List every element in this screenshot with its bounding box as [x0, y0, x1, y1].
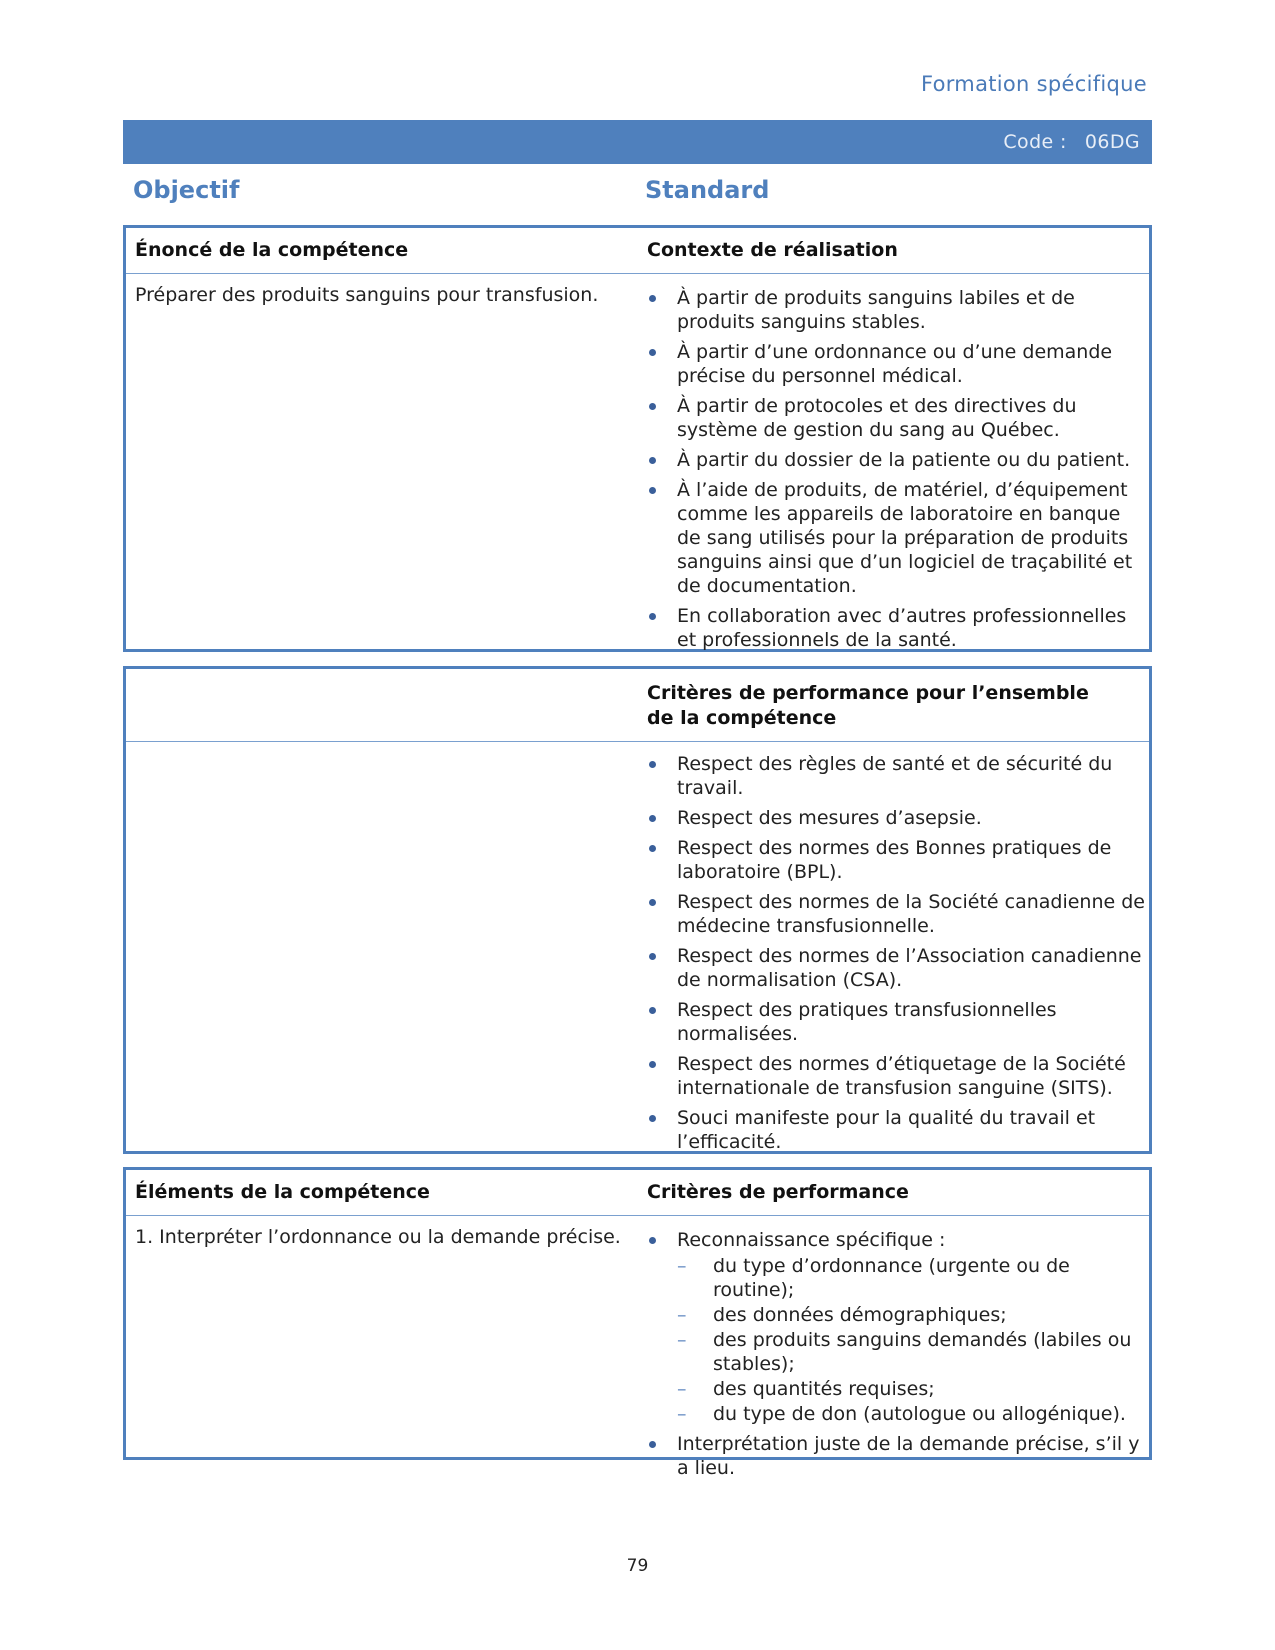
- overall-criteria-table: [123, 666, 1152, 1154]
- criteria-list: [647, 752, 1147, 1160]
- bullet-icon: [649, 349, 656, 356]
- dash-icon: –: [677, 1329, 687, 1351]
- standard-heading: Standard: [645, 176, 770, 204]
- bullet-icon: [649, 403, 656, 410]
- contexte-header: Contexte de réalisation: [647, 239, 898, 261]
- bullet-icon: [649, 815, 656, 822]
- bullet-icon: [649, 457, 656, 464]
- bullet-icon: [649, 1007, 656, 1014]
- dash-icon: –: [677, 1255, 687, 1277]
- list-item: À partir du dossier de la patiente ou du patient.: [647, 448, 1147, 472]
- bullet-icon: [649, 1115, 656, 1122]
- list-item: Respect des normes des Bonnes pratiques de laboratoire (BPL).: [647, 836, 1147, 884]
- page-number: 79: [626, 1556, 649, 1576]
- table-header: [126, 1170, 1149, 1216]
- bullet-icon: [649, 845, 656, 852]
- bullet-icon: [649, 1061, 656, 1068]
- list-item: Respect des normes d’étiquetage de la Société internationale de transfusion sanguine (SITS).: [647, 1052, 1147, 1100]
- column-headings: [123, 176, 1152, 212]
- bullet-icon: [649, 953, 656, 960]
- table-header: [126, 669, 1149, 742]
- list-item: Respect des normes de la Société canadienne de médecine transfusionnelle.: [647, 890, 1147, 938]
- context-list: [647, 286, 1147, 658]
- code-bar: [123, 120, 1152, 164]
- sub-list-item: – du type d’ordonnance (urgente ou de routine);: [677, 1255, 1070, 1301]
- enonce-header: Énoncé de la compétence: [135, 239, 409, 261]
- competence-context-table: [123, 225, 1152, 652]
- list-item: Respect des pratiques transfusionnelles normalisées.: [647, 998, 1147, 1046]
- bullet-icon: [649, 487, 656, 494]
- dash-icon: –: [677, 1403, 687, 1425]
- sub-list-item: – du type de don (autologue ou allogénique).: [677, 1403, 1126, 1425]
- elements-criteria-table: [123, 1167, 1152, 1479]
- bullet-icon: [649, 295, 656, 302]
- list-item: Souci manifeste pour la qualité du travail et l’efficacité.: [647, 1106, 1147, 1154]
- list-item: Reconnaissance spécifique : – du type d’ordonnance (urgente ou de routine); – des données démographiques; – des produits sanguins demandés (labiles ou stables); – des quantités requises; – du type de don (autologue ou allogénique).: [647, 1228, 1157, 1426]
- dash-icon: –: [677, 1378, 687, 1400]
- sub-list-item: – des produits sanguins demandés (labiles ou stables);: [677, 1329, 1132, 1375]
- code-label: Code :: [1003, 131, 1067, 153]
- running-title: Formation spécifique: [920, 72, 1147, 96]
- competence-element: 1. Interpréter l’ordonnance ou la demande précise.: [135, 1226, 621, 1248]
- bullet-icon: [649, 899, 656, 906]
- objectif-heading: Objectif: [133, 176, 240, 204]
- list-item: En collaboration avec d’autres professionnelles et professionnels de la santé.: [647, 604, 1147, 652]
- bullet-icon: [649, 761, 656, 768]
- competence-statement: Préparer des produits sanguins pour transfusion.: [135, 284, 599, 306]
- list-item: Interprétation juste de la demande précise, s’il y a lieu.: [647, 1432, 1157, 1480]
- bullet-icon: [649, 1441, 656, 1448]
- dash-icon: –: [677, 1304, 687, 1326]
- bullet-icon: [649, 613, 656, 620]
- sub-list-item: – des données démographiques;: [677, 1304, 1007, 1326]
- overall-criteria-header: Critères de performance pour l’ensemble de la compétence: [647, 682, 1089, 729]
- performance-header: Critères de performance: [647, 1181, 909, 1203]
- list-item: À partir d’une ordonnance ou d’une demande précise du personnel médical.: [647, 340, 1147, 388]
- table-header: [126, 228, 1149, 274]
- list-item: Respect des règles de santé et de sécurité du travail.: [647, 752, 1147, 800]
- sub-list: [677, 1254, 1157, 1426]
- list-item: À partir de produits sanguins labiles et de produits sanguins stables.: [647, 286, 1147, 334]
- list-item: À l’aide de produits, de matériel, d’équipement comme les appareils de laboratoire en banque de sang utilisés pour la préparation de produits sanguins ainsi que d’un logiciel de traçabilité et de documentation.: [647, 478, 1147, 598]
- code-value: 06DG: [1084, 131, 1140, 153]
- sub-list-item: – des quantités requises;: [677, 1378, 935, 1400]
- performance-list: [647, 1228, 1157, 1486]
- elements-header: Éléments de la compétence: [135, 1181, 430, 1203]
- list-item: À partir de protocoles et des directives du système de gestion du sang au Québec.: [647, 394, 1147, 442]
- list-item: Respect des mesures d’asepsie.: [647, 806, 1147, 830]
- bullet-icon: [649, 1237, 656, 1244]
- list-item: Respect des normes de l’Association canadienne de normalisation (CSA).: [647, 944, 1147, 992]
